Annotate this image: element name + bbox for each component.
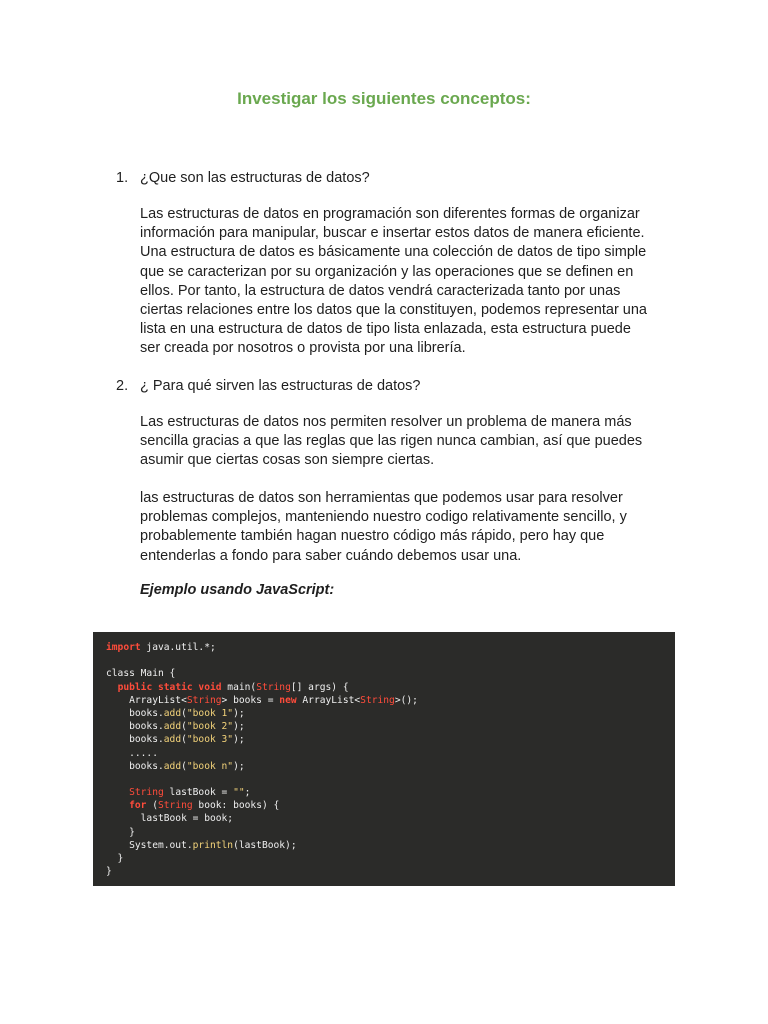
question-1-number: 1. bbox=[116, 170, 129, 186]
code-text: books. bbox=[106, 760, 164, 772]
code-string: "book 3" bbox=[186, 734, 234, 746]
code-string: "book n" bbox=[186, 760, 234, 772]
example-label: Ejemplo usando JavaScript: bbox=[140, 582, 335, 598]
code-text: ( bbox=[181, 760, 187, 772]
question-1 bbox=[116, 169, 370, 188]
code-block bbox=[93, 632, 675, 886]
answer-2-paragraph-1 bbox=[140, 413, 680, 471]
code-text: ( bbox=[181, 707, 187, 719]
code-text: >(); bbox=[394, 694, 418, 706]
code-text: ArrayList< bbox=[296, 694, 361, 706]
answer-1-paragraph bbox=[140, 205, 680, 359]
code-text: books. bbox=[106, 734, 164, 746]
code-type: String bbox=[360, 694, 395, 706]
code-line bbox=[106, 747, 662, 760]
code-line bbox=[106, 852, 662, 865]
code-text: System.out. bbox=[106, 839, 193, 851]
page-title: Investigar los siguientes conceptos: bbox=[237, 89, 531, 108]
code-function: add bbox=[163, 734, 182, 746]
code-function: add bbox=[163, 721, 182, 733]
code-text: ( bbox=[146, 800, 158, 812]
code-text: [] args) { bbox=[290, 681, 349, 693]
code-string: "" bbox=[233, 787, 245, 799]
text-line: sencilla gracias a que las reglas que las rigen nunca cambian, así que puedes bbox=[140, 433, 643, 450]
code-type: String bbox=[256, 681, 291, 693]
code-line bbox=[106, 773, 662, 786]
question-2-number: 2. bbox=[116, 378, 129, 394]
text-line: Las estructuras de datos en programación son diferentes formas de organizar bbox=[140, 206, 640, 222]
code-string: "book 2" bbox=[186, 721, 234, 733]
text-line: Las estructuras de datos nos permiten resolver un problema de manera más bbox=[140, 414, 632, 430]
code-text: main( bbox=[221, 681, 257, 693]
question-2-text: ¿ Para qué sirven las estructuras de datos? bbox=[140, 378, 421, 394]
code-keyword: public static void bbox=[117, 681, 222, 693]
code-text: ( bbox=[181, 734, 187, 746]
code-keyword: import bbox=[106, 642, 141, 653]
code-function: println bbox=[192, 839, 234, 851]
code-text: } bbox=[106, 853, 124, 864]
text-line: problemas complejos, manteniendo nuestro codigo relativamente sencillo, y bbox=[140, 509, 627, 526]
code-string: "book 1" bbox=[186, 707, 234, 719]
code-text bbox=[106, 787, 129, 798]
code-text: ); bbox=[233, 707, 245, 719]
code-text: (lastBook); bbox=[233, 839, 297, 851]
code-text bbox=[106, 800, 129, 811]
text-line: ser creada por nosotros o provista por una librería. bbox=[140, 340, 466, 357]
code-type: String bbox=[186, 694, 222, 706]
text-line: las estructuras de datos son herramientas que podemos usar para resolver bbox=[140, 490, 623, 506]
code-keyword: new bbox=[279, 694, 297, 706]
code-text: book: books) { bbox=[192, 800, 280, 812]
code-text: lastBook = bbox=[163, 787, 234, 799]
code-line bbox=[106, 707, 662, 720]
text-line: Una estructura de datos es básicamente una colección de datos de tipo simple bbox=[140, 244, 647, 261]
code-text: ArrayList< bbox=[106, 694, 187, 706]
question-2 bbox=[116, 377, 420, 396]
code-text: ..... bbox=[106, 747, 158, 759]
code-text: ; bbox=[244, 787, 251, 799]
code-function: add bbox=[163, 760, 182, 772]
code-line bbox=[106, 720, 662, 733]
answer-2-paragraph-2 bbox=[140, 489, 680, 566]
code-line bbox=[106, 812, 662, 825]
code-text: ); bbox=[233, 760, 245, 772]
code-function: add bbox=[163, 707, 182, 719]
text-line: entenderlas a fondo para saber cuándo debemos usar una. bbox=[140, 547, 522, 564]
code-text: ); bbox=[233, 721, 245, 733]
code-text: } bbox=[106, 826, 135, 838]
code-text: books. bbox=[106, 721, 164, 733]
text-line: información para manipular, buscar e insertar estos datos de manera eficiente. bbox=[140, 225, 645, 242]
code-text: lastBook = book; bbox=[106, 813, 234, 825]
text-line: probablemente también hagan nuestro código más rápido, pero hay que bbox=[140, 528, 605, 545]
code-text: java.util.*; bbox=[140, 642, 216, 653]
text-line: lista en una estructura de datos de tipo lista enlazada, esta estructura puede bbox=[140, 321, 631, 338]
code-line bbox=[106, 694, 662, 707]
code-line bbox=[106, 733, 662, 746]
code-line bbox=[106, 654, 662, 667]
code-text: class Main { bbox=[106, 668, 176, 680]
code-line bbox=[106, 799, 662, 812]
code-text: > books = bbox=[221, 694, 280, 706]
code-line bbox=[106, 760, 662, 773]
code-keyword: for bbox=[129, 800, 147, 812]
text-line: ellos. Por tanto, la estructura de datos vendrá caracterizada tanto por unas bbox=[140, 282, 621, 299]
code-text: books. bbox=[106, 707, 164, 719]
code-text: ); bbox=[233, 734, 245, 746]
question-1-text: ¿Que son las estructuras de datos? bbox=[140, 170, 370, 186]
code-line bbox=[106, 839, 662, 852]
code-type: String bbox=[158, 800, 193, 812]
code-line bbox=[106, 667, 662, 680]
code-line bbox=[106, 786, 662, 799]
code-line bbox=[106, 865, 662, 878]
text-line: que se caracterizan por su organización y las operaciones que se definen en bbox=[140, 263, 634, 280]
code-line bbox=[106, 826, 662, 839]
text-line: asumir que ciertas cosas son siempre ciertas. bbox=[140, 452, 435, 469]
code-line bbox=[106, 641, 662, 654]
code-text bbox=[106, 682, 118, 693]
code-text: ( bbox=[181, 721, 187, 733]
code-text: } bbox=[106, 866, 112, 878]
code-type: String bbox=[129, 787, 164, 799]
code-line bbox=[106, 681, 662, 694]
text-line: ciertas relaciones entre los datos que la constituyen, podemos representar una bbox=[140, 302, 647, 319]
